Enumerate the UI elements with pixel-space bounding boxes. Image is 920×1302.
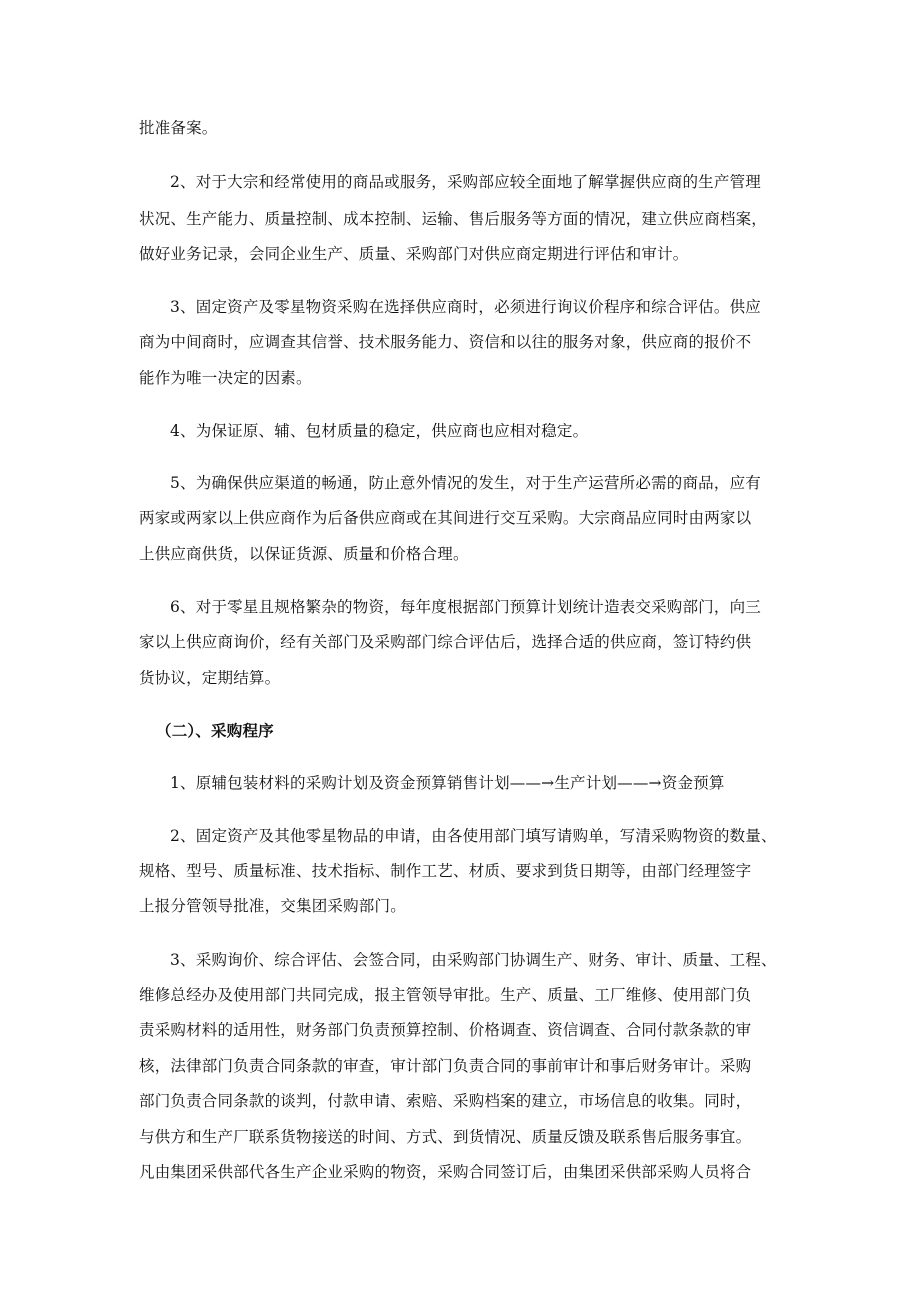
paragraph-line: 家以上供应商询价，经有关部门及采购部门综合评估后，选择合适的供应商，签订特约供 [139, 633, 752, 651]
paragraph-line: 批准备案。 [139, 119, 218, 137]
paragraph-line: 1、原辅包装材料的采购计划及资金预算销售计划——→生产计划——→资金预算 [170, 774, 725, 792]
paragraph-line: 做好业务记录，会同企业生产、质量、采购部门对供应商定期进行评估和审计。 [139, 245, 689, 263]
paragraph-line: 上报分管领导批准，交集团采购部门。 [139, 897, 406, 915]
paragraph-line: 规格、型号、质量标准、技术指标、制作工艺、材质、要求到货日期等，由部门经理签字 [139, 862, 752, 880]
paragraph-line: 2、对于大宗和经常使用的商品或服务，采购部应较全面地了解掌握供应商的生产管理 [170, 173, 761, 191]
paragraph-line: 2、固定资产及其他零星物品的申请，由各使用部门填写请购单，写清采购物资的数量、 [170, 827, 777, 845]
paragraph-line: 维修总经办及使用部门共同完成，报主管领导审批。生产、质量、工厂维修、使用部门负 [139, 986, 752, 1004]
paragraph-line: 4、为保证原、辅、包材质量的稳定，供应商也应相对稳定。 [170, 422, 589, 440]
paragraph-line: 核，法律部门负责合同条款的审查，审计部门负责合同的事前审计和事后财务审计。采购 [139, 1057, 752, 1075]
paragraph-line: 凡由集团采供部代各生产企业采购的物资，采购合同签订后，由集团采供部采购人员将合 [139, 1163, 752, 1181]
paragraph-line: 能作为唯一决定的因素。 [139, 369, 312, 387]
paragraph-line: 5、为确保供应渠道的畅通，防止意外情况的发生，对于生产运营所必需的商品，应有 [170, 474, 761, 492]
paragraph-line: 与供方和生产厂联系货物接送的时间、方式、到货情况、质量反馈及联系售后服务事宜。 [139, 1128, 752, 1146]
paragraph-line: 两家或两家以上供应商作为后备供应商或在其间进行交互采购。大宗商品应同时由两家以 [139, 509, 752, 527]
paragraph-line: 上供应商供货，以保证货源、质量和价格合理。 [139, 545, 469, 563]
paragraph-line: 状况、生产能力、质量控制、成本控制、运输、售后服务等方面的情况，建立供应商档案， [139, 210, 768, 228]
paragraph-line: 6、对于零星且规格繁杂的物资，每年度根据部门预算计划统计造表交采购部门，向三 [170, 598, 761, 616]
paragraph-line: 3、采购询价、综合评估、会签合同，由采购部门协调生产、财务、审计、质量、工程、 [170, 951, 777, 969]
paragraph-line: 部门负责合同条款的谈判，付款申请、索赔、采购档案的建立，市场信息的收集。同时， [139, 1092, 752, 1110]
paragraph-line: 商为中间商时，应调查其信誉、技术服务能力、资信和以往的服务对象，供应商的报价不 [139, 333, 752, 351]
paragraph-line: 货协议，定期结算。 [139, 669, 281, 687]
paragraph-line: 责采购材料的适用性，财务部门负责预算控制、价格调查、资信调查、合同付款条款的审 [139, 1021, 752, 1039]
section-heading: （二）、采购程序 [156, 721, 274, 740]
paragraph-line: 3、固定资产及零星物资采购在选择供应商时，必须进行询议价程序和综合评估。供应 [170, 298, 761, 316]
